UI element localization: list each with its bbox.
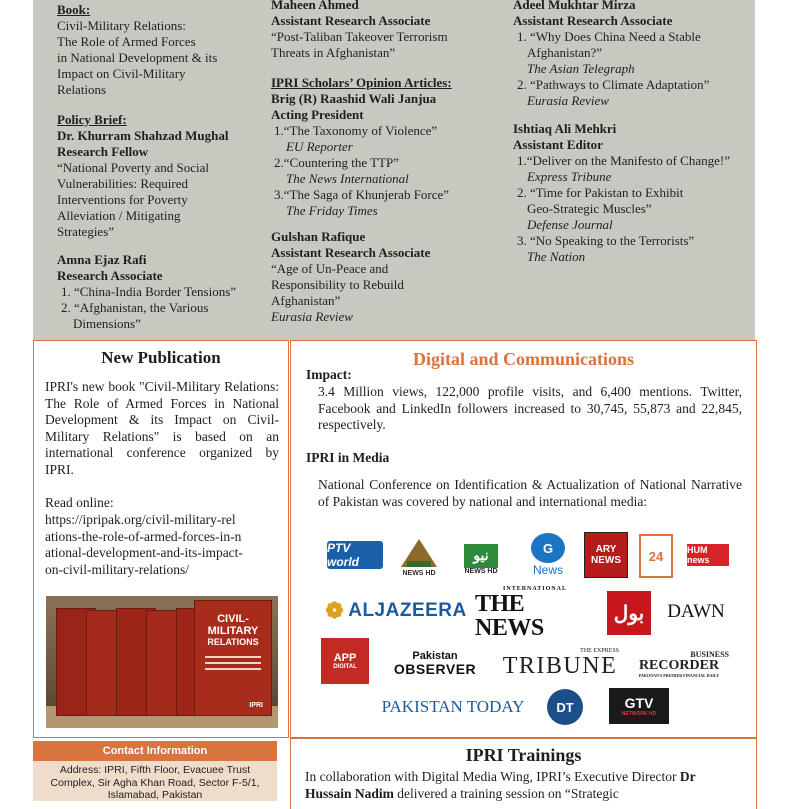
- the-news-logo: INTERNATIONAL THE NEWS: [475, 586, 567, 641]
- section-title: Digital and Communications: [412, 349, 635, 369]
- policy-brief-title: “National Poverty and Social Vulnerabilities: Required Interventions for Poverty Alleviation / Mitigating Strategies”: [57, 160, 209, 239]
- book-covers-photo: [46, 596, 278, 728]
- ary-news-logo: ARY NEWS: [584, 532, 628, 578]
- trainings-box: [290, 738, 757, 809]
- daily-times-logo: DT: [547, 689, 583, 725]
- article-list: 1.“Deliver on the Manifesto of Change!” Express Tribune 2. “Time for Pakistan to Exhibit Geo-Strategic Muscles” Defense Journal 3. “No Speaking to the Terrorists” The Nation: [517, 153, 730, 264]
- geo-news-logo: G News: [528, 531, 568, 579]
- column-3: [513, 0, 753, 265]
- author-name: Amna Ejaz Rafi: [57, 252, 147, 267]
- book-title: Civil-Military Relations: The Role of Armed Forces in National Development & its Impact on Civil-Military Relations: [57, 18, 218, 97]
- gtv-network-logo: GTV NETWORK HD: [609, 688, 669, 724]
- new-publication-box: [33, 340, 289, 738]
- read-online-label: Read online:: [45, 495, 114, 510]
- media-label: IPRI in Media: [306, 450, 390, 465]
- article-list: 1.“The Taxonomy of Violence” EU Reporter 2.“Countering the TTP” The News International 3.“The Saga of Khunjerab Force” The Friday Times: [274, 123, 450, 218]
- author-role: Assistant Editor: [513, 137, 603, 152]
- author-role: Assistant Research Associate: [271, 13, 431, 28]
- bol-news-logo: بول: [607, 591, 651, 635]
- pakistan-today-logo: PAKISTAN TODAY: [381, 697, 525, 716]
- contact-info-header: Contact Information: [33, 741, 277, 761]
- digital-communications-box: [290, 340, 757, 738]
- neo-news-logo: نیو NEWS HD: [463, 541, 499, 577]
- aljazeera-emblem-icon: ❁: [325, 598, 345, 623]
- author-name: Adeel Mukhtar Mirza: [513, 0, 636, 12]
- author-role: Assistant Research Associate: [513, 13, 673, 28]
- column-1: [57, 0, 267, 332]
- author-name: Gulshan Rafique: [271, 229, 366, 244]
- column-2: Maheen Ahmed Assistant Research Associate “Post-Taliban Takeover Terrorism Threats in Afghanistan” IPRI Scholars’ Opinion Articles: Brig (R) Raashid Wali Janjua Acting President 1.“The Taxonomy of Violence” EU Reporter 2.“Countering the TTP” The News International 3.“The Saga of Khunjerab Force” The Friday Times Gulshan Rafique Assistant Research Associate “Age of Un-Peace and Responsibility to Rebuild Afghanistan” Eurasia Review: [271, 0, 501, 325]
- book-cover-front: CIVIL- MILITARY RELATIONS IPRI: [194, 600, 272, 716]
- article-list: 1. “Why Does China Need a Stable Afghanistan?” The Asian Telegraph 2. “Pathways to Climate Adaptation” Eurasia Review: [517, 29, 710, 108]
- business-recorder-logo: BUSINESS RECORDER PAKISTAN'S PREMIER FINANCIAL DAILY: [638, 649, 729, 678]
- express-tribune-logo: THE EXPRESS TRIBUNE: [502, 648, 619, 679]
- media-text: National Conference on Identification & Actualization of National Narrative of Pakistan was covered by national and international media:: [318, 477, 742, 509]
- author-name: Brig (R) Raashid Wali Janjua: [271, 91, 437, 106]
- impact-text: 3.4 Million views, 122,000 profile visits, and 6,400 mentions. Twitter, Facebook and LinkedIn followers increased to 30,745, 55,873 and 22,845, respectively.: [318, 384, 742, 432]
- author-name: Ishtiaq Ali Mehkri: [513, 121, 617, 136]
- city-42-logo: 24: [639, 534, 673, 578]
- article-list: 1. “China-India Border Tensions” 2. “Afghanistan, the Various Dimensions”: [61, 284, 237, 331]
- book-heading: Book:: [57, 2, 91, 17]
- opinion-articles-heading: IPRI Scholars’ Opinion Articles:: [271, 75, 452, 90]
- policy-brief-heading: Policy Brief:: [57, 112, 127, 127]
- trainings-text: In collaboration with Digital Media Wing, IPRI’s Executive Director Dr Hussain Nadim delivered a training session on “Strategic: [305, 769, 696, 801]
- author-role: Research Fellow: [57, 144, 149, 159]
- publication-link[interactable]: https://ipripak.org/civil-military-rel ations-the-role-of-armed-forces-in-n ational-development-and-its-impact- on-civil-military-relations/: [45, 512, 243, 577]
- section-title: IPRI Trainings: [465, 745, 582, 765]
- author-name: Maheen Ahmed: [271, 0, 359, 12]
- contact-address: Address: IPRI, Fifth Floor, Evacuee Trust Complex, Sir Agha Khan Road, Sector F-5/1, Islamabad, Pakistan: [33, 761, 277, 801]
- 92-news-logo: NEWS HD: [397, 537, 441, 577]
- aljazeera-logo: ❁ ALJAZEERA: [325, 598, 467, 623]
- pakistan-observer-logo: Pakistan OBSERVER: [393, 650, 477, 677]
- author-name: Dr. Khurram Shahzad Mughal: [57, 128, 229, 143]
- ptv-world-logo: PTV world: [327, 541, 383, 569]
- hum-news-logo: HUM news: [687, 544, 729, 566]
- author-role: Research Associate: [57, 268, 163, 283]
- publication-description: IPRI's new book "Civil-Military Relations: The Role of Armed Forces in National Development & its Impact on Civil-Military Relations" is based on an international conference organized by IPRI.: [45, 379, 279, 477]
- dawn-logo: DAWN: [667, 601, 725, 622]
- author-role: Assistant Research Associate: [271, 245, 431, 260]
- impact-label: Impact:: [306, 367, 352, 382]
- section-title: New Publication: [101, 348, 221, 367]
- author-role: Acting President: [271, 107, 364, 122]
- app-logo: APP DIGITAL: [321, 638, 369, 684]
